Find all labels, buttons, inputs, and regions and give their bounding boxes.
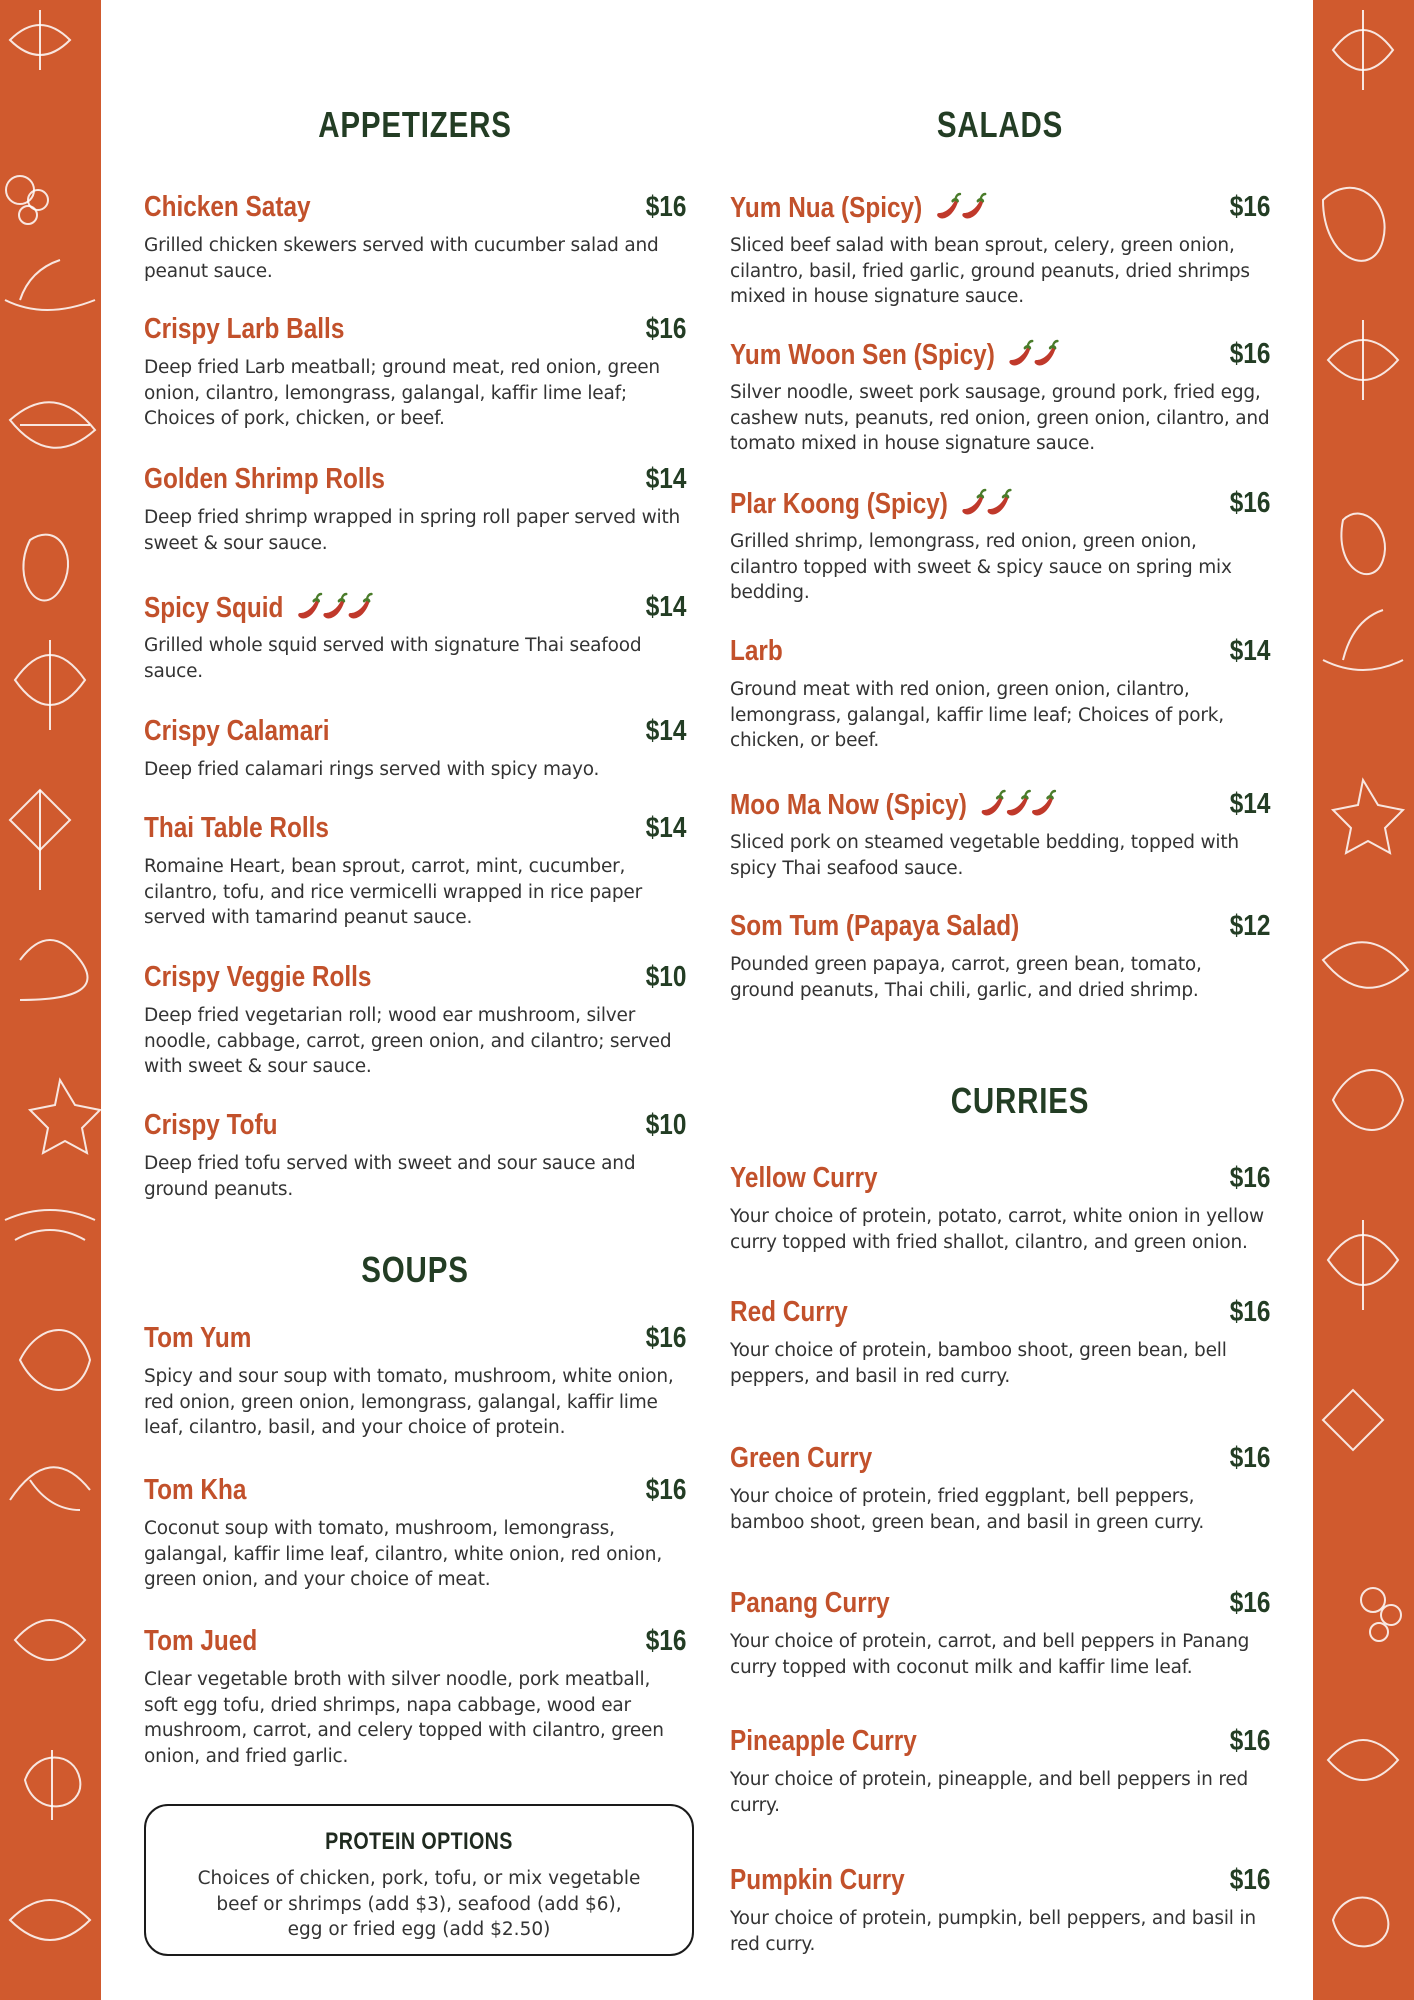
menu-item-name-text: Crispy Larb Balls xyxy=(144,313,345,345)
menu-item xyxy=(730,1442,1270,1535)
menu-item xyxy=(730,1587,1270,1680)
menu-item xyxy=(730,788,1270,881)
menu-item-name xyxy=(730,910,1019,943)
menu-item-price: $14 xyxy=(645,812,686,844)
menu-item-name xyxy=(144,463,385,496)
menu-item xyxy=(730,487,1270,606)
menu-item-description: Clear vegetable broth with silver noodle, pork meatball, soft egg tofu, dried shrimps, napa cabbage, wood ear mushroom, carrot, and celery topped with cilantro, green onion, and fried garlic. xyxy=(144,1669,664,1767)
menu-item-price: $16 xyxy=(1229,338,1270,370)
menu-item-name-text: Panang Curry xyxy=(730,1587,890,1619)
left-decorative-border xyxy=(0,0,101,2000)
menu-item-description: Sliced beef salad with bean sprout, celery, green onion, cilantro, basil, fried garlic, ground peanuts, dried shrimps mixed in house signature sauce. xyxy=(730,235,1250,307)
menu-item xyxy=(144,1109,686,1202)
menu-item-name xyxy=(730,191,984,225)
menu-item-name xyxy=(730,487,1010,521)
menu-item xyxy=(144,191,686,284)
menu-item-price: $16 xyxy=(1229,1296,1270,1328)
menu-item xyxy=(730,635,1270,754)
menu-item-name xyxy=(730,635,783,668)
menu-item-name xyxy=(144,715,329,748)
menu-item-name xyxy=(730,788,1054,822)
menu-item-description: Grilled chicken skewers served with cucumber salad and peanut sauce. xyxy=(144,235,659,282)
menu-item-name-text: Thai Table Rolls xyxy=(144,812,329,844)
menu-item xyxy=(144,715,686,783)
menu-item xyxy=(730,1296,1270,1389)
menu-item-description: Your choice of protein, pumpkin, bell peppers, and basil in red curry. xyxy=(730,1908,1256,1955)
menu-item-name xyxy=(730,338,1057,372)
chili-pepper-icon xyxy=(1029,788,1058,822)
menu-item-name-text: Yellow Curry xyxy=(730,1162,878,1194)
menu-item-name-text: Chicken Satay xyxy=(144,191,311,223)
menu-item xyxy=(144,1322,686,1441)
menu-item-description: Grilled whole squid served with signature Thai seafood sauce. xyxy=(144,635,642,682)
menu-item-price: $16 xyxy=(1229,1725,1270,1757)
menu-item-name-text: Tom Yum xyxy=(144,1322,252,1354)
menu-item-name-text: Pumpkin Curry xyxy=(730,1864,905,1896)
menu-item-description: Your choice of protein, bamboo shoot, green bean, bell peppers, and basil in red curry. xyxy=(730,1340,1227,1387)
menu-item-description: Silver noodle, sweet pork sausage, ground pork, fried egg, cashew nuts, peanuts, red onion, green onion, cilantro, and tomato mixed in house signature sauce. xyxy=(730,382,1270,454)
menu-item-name xyxy=(730,1442,872,1475)
menu-item-description: Your choice of protein, potato, carrot, white onion in yellow curry topped with fried shallot, cilantro, and green onion. xyxy=(730,1206,1264,1253)
menu-item-name xyxy=(730,1587,890,1620)
menu-item-name-text: Golden Shrimp Rolls xyxy=(144,463,385,495)
menu-item-name-text: Green Curry xyxy=(730,1442,873,1474)
menu-item-description: Your choice of protein, pineapple, and bell peppers in red curry. xyxy=(730,1769,1249,1816)
menu-item xyxy=(144,961,686,1080)
menu-item-name-text: Moo Ma Now (Spicy) xyxy=(730,788,967,821)
menu-item-price: $16 xyxy=(645,1322,686,1354)
menu-item-name xyxy=(730,1296,848,1329)
menu-item-name-text: Larb xyxy=(730,635,783,667)
spicy-level xyxy=(934,191,984,225)
menu-item-name xyxy=(144,591,371,625)
menu-item-price: $16 xyxy=(1229,1587,1270,1619)
menu-item-name-text: Crispy Veggie Rolls xyxy=(144,961,372,993)
protein-options-line: egg or fried egg (add $2.50) xyxy=(287,1919,551,1940)
menu-item xyxy=(144,1625,686,1769)
menu-item-name-text: Pineapple Curry xyxy=(730,1725,917,1757)
menu-item xyxy=(730,191,1270,310)
menu-item xyxy=(144,1474,686,1593)
menu-item xyxy=(144,812,686,931)
menu-item-name xyxy=(144,1109,278,1142)
chili-pepper-icon xyxy=(346,591,375,625)
menu-item-name-text: Yum Woon Sen (Spicy) xyxy=(730,338,995,371)
menu-item-name xyxy=(144,1322,251,1355)
spicy-level xyxy=(979,788,1055,822)
menu-item xyxy=(144,591,686,684)
protein-options-line: beef or shrimps (add $3), seafood (add $6), xyxy=(216,1893,622,1915)
menu-item xyxy=(730,338,1270,457)
menu-item-name xyxy=(730,1864,905,1897)
menu-item-description: Deep fried Larb meatball; ground meat, red onion, green onion, cilantro, lemongrass, galangal, kaffir lime leaf; Choices of pork, chicken, or beef. xyxy=(144,357,660,429)
menu-item-name xyxy=(144,812,329,845)
menu-item-description: Romaine Heart, bean sprout, carrot, mint, cucumber, cilantro, tofu, and rice vermicelli wrapped in rice paper served with tamarind peanut sauce. xyxy=(144,856,643,928)
menu-item-description: Deep fried calamari rings served with spicy mayo. xyxy=(144,759,600,780)
botanical-pattern-icon xyxy=(0,0,101,2000)
menu-item-description: Deep fried tofu served with sweet and sour sauce and ground peanuts. xyxy=(144,1153,636,1200)
menu-item-price: $10 xyxy=(645,961,686,993)
menu-item-name-text: Crispy Calamari xyxy=(144,715,330,747)
chili-pepper-icon xyxy=(959,191,988,225)
spicy-level xyxy=(960,487,1010,521)
chili-pepper-icon xyxy=(985,487,1014,521)
menu-item-price: $16 xyxy=(645,1625,686,1657)
chili-pepper-icon xyxy=(1032,338,1061,372)
appetizers-heading: APPETIZERS xyxy=(318,104,512,145)
menu-item-price: $16 xyxy=(1229,1864,1270,1896)
menu-item-price: $16 xyxy=(1229,487,1270,519)
menu-item-description: Deep fried vegetarian roll; wood ear mushroom, silver noodle, cabbage, carrot, green onion, and cilantro; served with sweet & sour sauce. xyxy=(144,1005,672,1077)
curries-heading: CURRIES xyxy=(950,1080,1090,1121)
menu-item-name-text: Red Curry xyxy=(730,1296,848,1328)
menu-item-description: Ground meat with red onion, green onion, cilantro, lemongrass, galangal, kaffir lime leaf; Choices of pork, chicken, or beef. xyxy=(730,679,1224,751)
menu-item-price: $14 xyxy=(645,463,686,495)
menu-item-description: Your choice of protein, carrot, and bell peppers in Panang curry topped with coconut milk and kaffir lime leaf. xyxy=(730,1631,1250,1678)
menu-item xyxy=(144,463,686,556)
menu-item-description: Coconut soup with tomato, mushroom, lemongrass, galangal, kaffir lime leaf, cilantro, white onion, red onion, green onion, and your choice of meat. xyxy=(144,1518,662,1590)
menu-item-price: $14 xyxy=(1229,635,1270,667)
menu-item-name-text: Som Tum (Papaya Salad) xyxy=(730,910,1020,942)
menu-item xyxy=(730,1864,1270,1957)
menu-item-name xyxy=(144,961,371,994)
menu-item-price: $14 xyxy=(645,591,686,623)
menu-item-price: $16 xyxy=(645,1474,686,1506)
menu-item xyxy=(730,1162,1270,1255)
menu-item-price: $16 xyxy=(1229,191,1270,223)
menu-item-price: $16 xyxy=(1229,1162,1270,1194)
menu-item-price: $16 xyxy=(1229,1442,1270,1474)
protein-options-title: PROTEIN OPTIONS xyxy=(325,1828,513,1855)
menu-item-name-text: Plar Koong (Spicy) xyxy=(730,487,948,520)
protein-options-box xyxy=(144,1804,694,1956)
menu-item-name-text: Crispy Tofu xyxy=(144,1109,278,1141)
menu-item-name xyxy=(730,1725,917,1758)
menu-item-name-text: Tom Kha xyxy=(144,1474,247,1506)
right-decorative-border xyxy=(1313,0,1414,2000)
menu-item-description: Your choice of protein, fried eggplant, bell peppers, bamboo shoot, green bean, and basil in green curry. xyxy=(730,1486,1205,1533)
menu-item xyxy=(144,313,686,432)
salads-heading: SALADS xyxy=(936,104,1064,145)
menu-item-description: Spicy and sour soup with tomato, mushroom, white onion, red onion, green onion, lemongrass, galangal, kaffir lime leaf, cilantro, basil, and your choice of protein. xyxy=(144,1366,674,1438)
menu-item-description: Sliced pork on steamed vegetable bedding, topped with spicy Thai seafood sauce. xyxy=(730,832,1239,879)
protein-options-line: Choices of chicken, pork, tofu, or mix vegetable xyxy=(197,1868,641,1889)
soups-heading: SOUPS xyxy=(361,1249,469,1290)
menu-item-name xyxy=(730,1162,878,1195)
menu-item-name xyxy=(144,313,344,346)
menu-item-price: $14 xyxy=(645,715,686,747)
menu-item xyxy=(730,910,1270,1003)
menu-item-name xyxy=(144,191,311,224)
menu-item-name-text: Spicy Squid xyxy=(144,591,284,624)
menu-item-name-text: Yum Nua (Spicy) xyxy=(730,191,923,224)
menu-item-description: Pounded green papaya, carrot, green bean, tomato, ground peanuts, Thai chili, garlic, and dried shrimp. xyxy=(730,954,1202,1001)
menu-item-price: $14 xyxy=(1229,788,1270,820)
menu-item-description: Grilled shrimp, lemongrass, red onion, green onion, cilantro topped with sweet & spicy sauce on spring mix bedding. xyxy=(730,531,1232,603)
menu-item-name xyxy=(144,1625,257,1658)
menu-item-price: $16 xyxy=(645,191,686,223)
menu-item-description: Deep fried shrimp wrapped in spring roll paper served with sweet & sour sauce. xyxy=(144,507,681,554)
menu-item-price: $10 xyxy=(645,1109,686,1141)
menu-item-name xyxy=(144,1474,246,1507)
botanical-pattern-icon xyxy=(1313,0,1414,2000)
menu-item-price: $16 xyxy=(645,313,686,345)
spicy-level xyxy=(295,591,371,625)
spicy-level xyxy=(1007,338,1057,372)
menu-item-price: $12 xyxy=(1229,910,1270,942)
menu-item-name-text: Tom Jued xyxy=(144,1625,258,1657)
menu-item xyxy=(730,1725,1270,1818)
